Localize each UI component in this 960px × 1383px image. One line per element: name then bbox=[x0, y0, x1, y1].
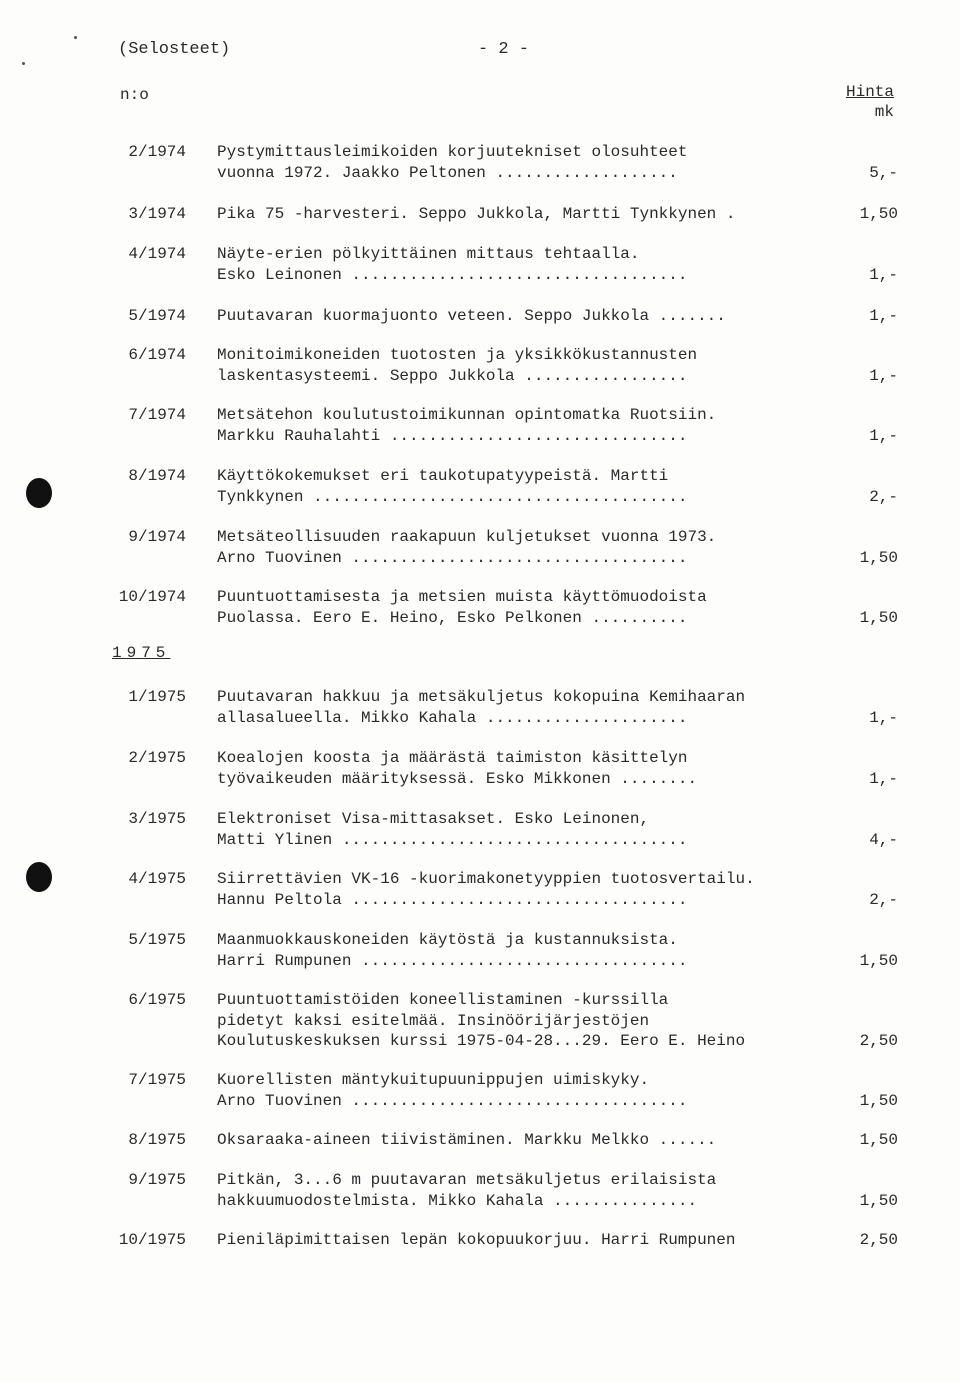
publication-price: 1,- bbox=[869, 426, 898, 445]
publication-number: 8/1974 bbox=[128, 467, 186, 485]
publication-number: 7/1974 bbox=[128, 406, 186, 424]
title-line: Tynkkynen ....................................... bbox=[217, 487, 688, 506]
title-line: hakkuumuodostelmista. Mikko Kahala ............... bbox=[217, 1191, 698, 1210]
publication-price: 4,- bbox=[869, 830, 898, 849]
publication-price: 1,- bbox=[869, 366, 898, 385]
publication-number: 2/1975 bbox=[128, 749, 186, 767]
speck-mark bbox=[74, 36, 77, 39]
speck-mark bbox=[22, 62, 25, 65]
title-line: Markku Rauhalahti ............................... bbox=[217, 426, 688, 445]
publication-title bbox=[217, 466, 827, 507]
publication-price: 1,50 bbox=[859, 608, 898, 627]
publication-price: 2,50 bbox=[859, 1032, 898, 1050]
publication-number: 4/1974 bbox=[128, 245, 186, 263]
publication-title bbox=[217, 345, 827, 386]
title-line: Elektroniset Visa-mittasakset. Esko Leinonen, bbox=[217, 810, 650, 828]
publication-title bbox=[217, 527, 827, 568]
title-line: Arno Tuovinen ................................... bbox=[217, 548, 688, 567]
publication-number: 1/1975 bbox=[128, 688, 186, 706]
publication-number: 5/1975 bbox=[128, 931, 186, 949]
publication-price: 1,50 bbox=[859, 1191, 898, 1210]
title-line: Monitoimikoneiden tuotosten ja yksikkökustannusten bbox=[217, 346, 698, 364]
publication-number: 3/1974 bbox=[128, 205, 186, 223]
publication-price: 5,- bbox=[869, 163, 898, 182]
title-line: Käyttökokemukset eri taukotupatyypeistä. Martti bbox=[217, 467, 669, 485]
price-header-label: Hinta bbox=[845, 83, 894, 101]
publication-price: 1,50 bbox=[859, 1131, 898, 1149]
publication-title bbox=[217, 142, 827, 183]
title-line: Puuntuottamistöiden koneellistaminen -kurssilla bbox=[217, 991, 669, 1009]
publication-title bbox=[217, 1230, 827, 1251]
column-header-number: n:o bbox=[120, 86, 149, 104]
title-line: vuonna 1972. Jaakko Peltonen ................... bbox=[217, 163, 678, 182]
publication-number: 2/1974 bbox=[128, 143, 186, 161]
publication-price: 1,- bbox=[869, 265, 898, 284]
title-line: Kuorellisten mäntykuitupuunippujen uimiskyky. bbox=[217, 1071, 650, 1089]
publication-title bbox=[217, 244, 827, 285]
title-line: Pieniläpimittaisen lepän kokopuukorjuu. Harri Rumpunen bbox=[217, 1231, 736, 1249]
title-line: työvaikeuden määrityksessä. Esko Mikkonen ........ bbox=[217, 769, 698, 788]
section-title: (Selosteet) bbox=[118, 40, 231, 59]
title-line: laskentasysteemi. Seppo Jukkola ................. bbox=[217, 366, 688, 385]
publication-number: 9/1974 bbox=[128, 528, 186, 546]
title-line: Puutavaran hakkuu ja metsäkuljetus kokopuina Kemihaaran bbox=[217, 688, 746, 706]
column-header-price bbox=[838, 82, 894, 122]
title-line: Puolassa. Eero E. Heino, Esko Pelkonen .......... bbox=[217, 608, 688, 627]
publication-price: 1,50 bbox=[859, 205, 898, 223]
title-line: Maanmuokkauskoneiden käytöstä ja kustannuksista. bbox=[217, 931, 678, 949]
title-line: Esko Leinonen ................................... bbox=[217, 265, 688, 284]
title-line: Koulutuskeskuksen kurssi 1975-04-28...29. Eero E. Heino bbox=[217, 1032, 746, 1050]
publication-title bbox=[217, 809, 827, 850]
title-line: Pika 75 -harvesteri. Seppo Jukkola, Martti Tynkkynen . bbox=[217, 205, 736, 223]
publication-title bbox=[217, 687, 827, 728]
publication-price: 2,- bbox=[869, 487, 898, 506]
title-line: Harri Rumpunen .................................. bbox=[217, 951, 688, 970]
publication-number: 9/1975 bbox=[128, 1171, 186, 1189]
title-line: Arno Tuovinen ................................... bbox=[217, 1091, 688, 1110]
title-line: Hannu Peltola ................................... bbox=[217, 890, 688, 909]
publication-price: 1,- bbox=[869, 307, 898, 325]
publication-price: 1,50 bbox=[859, 1091, 898, 1110]
page-number: - 2 - bbox=[478, 40, 530, 59]
publication-price: 1,50 bbox=[859, 548, 898, 567]
publication-title bbox=[217, 869, 827, 910]
publication-number: 6/1975 bbox=[128, 991, 186, 1009]
publication-title bbox=[217, 1130, 827, 1151]
title-line: Siirrettävien VK-16 -kuorimakonetyyppien tuotosvertailu. bbox=[217, 870, 755, 888]
publication-number: 3/1975 bbox=[128, 810, 186, 828]
publication-title bbox=[217, 1070, 827, 1111]
publication-number: 10/1974 bbox=[118, 588, 186, 606]
punch-hole-mark bbox=[26, 478, 52, 508]
publication-price: 2,- bbox=[869, 890, 898, 909]
title-line: allasalueella. Mikko Kahala ..................... bbox=[217, 708, 688, 727]
publication-number: 10/1975 bbox=[118, 1231, 186, 1249]
title-line: Näyte-erien pölkyittäinen mittaus tehtaalla. bbox=[217, 245, 640, 263]
publication-title bbox=[217, 990, 827, 1052]
publication-price: 1,50 bbox=[859, 951, 898, 970]
publication-price: 1,- bbox=[869, 769, 898, 788]
title-line: Metsäteollisuuden raakapuun kuljetukset vuonna 1973. bbox=[217, 528, 717, 546]
publication-number: 4/1975 bbox=[128, 870, 186, 888]
publication-title bbox=[217, 748, 827, 789]
publication-price: 1,- bbox=[869, 708, 898, 727]
publication-number: 8/1975 bbox=[128, 1131, 186, 1149]
title-line: Puutavaran kuormajuonto veteen. Seppo Jukkola ....... bbox=[217, 307, 726, 325]
publication-title bbox=[217, 587, 827, 628]
publication-title bbox=[217, 1170, 827, 1211]
publication-title bbox=[217, 306, 827, 327]
title-line: Metsätehon koulutustoimikunnan opintomatka Ruotsiin. bbox=[217, 406, 717, 424]
publication-title bbox=[217, 930, 827, 971]
title-line: pidetyt kaksi esitelmää. Insinöörijärjestöjen bbox=[217, 1011, 650, 1030]
title-line: Matti Ylinen .................................... bbox=[217, 830, 688, 849]
year-heading: 1975 bbox=[112, 644, 171, 662]
title-line: Pitkän, 3...6 m puutavaran metsäkuljetus erilaisista bbox=[217, 1171, 717, 1189]
price-header-unit: mk bbox=[874, 103, 894, 121]
publication-price: 2,50 bbox=[859, 1231, 898, 1249]
publication-number: 7/1975 bbox=[128, 1071, 186, 1089]
title-line: Koealojen koosta ja määrästä taimiston käsittelyn bbox=[217, 749, 688, 767]
punch-hole-mark bbox=[26, 862, 52, 892]
title-line: Oksaraaka-aineen tiivistäminen. Markku Melkko ...... bbox=[217, 1131, 717, 1149]
title-line: Pystymittausleimikoiden korjuutekniset olosuhteet bbox=[217, 143, 688, 161]
publication-number: 6/1974 bbox=[128, 346, 186, 364]
title-line: Puuntuottamisesta ja metsien muista käyttömuodoista bbox=[217, 588, 707, 606]
publication-title bbox=[217, 405, 827, 446]
publication-title bbox=[217, 204, 827, 225]
publication-number: 5/1974 bbox=[128, 307, 186, 325]
